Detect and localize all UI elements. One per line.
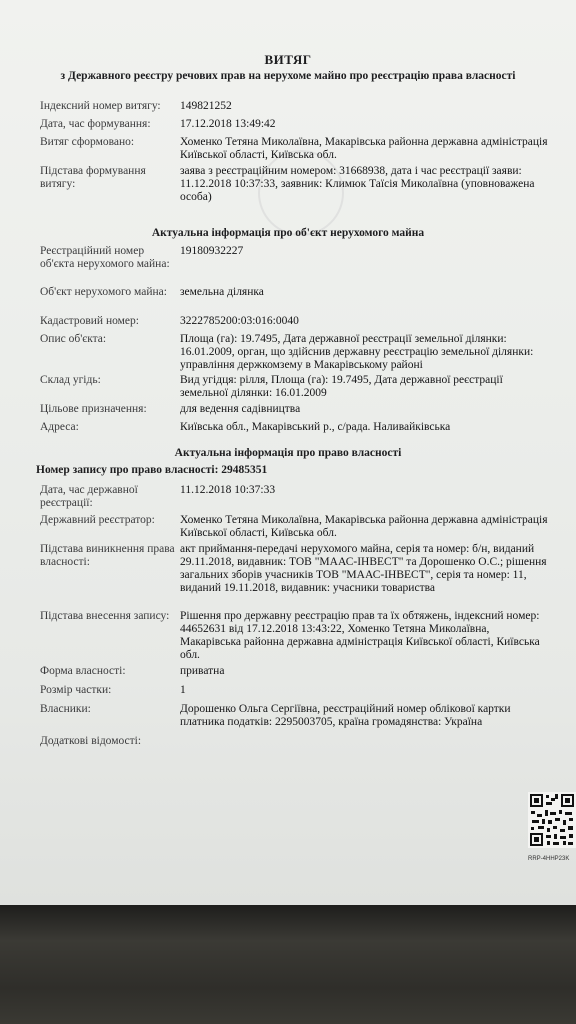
background-surface xyxy=(0,905,576,1024)
field-value: приватна xyxy=(180,665,225,677)
field-value: Дорошенко Ольга Сергіївна, реєстраційний номер облікової картки платника податків: 2295003705, країна громадянства: Україна xyxy=(180,703,511,728)
field-value: заява з реєстраційним номером: 31668938, дата і час реєстрації заяви: 11.12.2018 10:37:33, заявник: Климюк Таїсія Миколаївна (уповноважена особа) xyxy=(180,165,535,203)
field-value: Площа (га): 19.7495, Дата державної реєстрації земельної ділянки: 16.01.2009, орган, що здійснив державну реєстрацію земельної ділянки: управління держкомзему в Макарівському районі xyxy=(180,333,534,371)
field-label: Опис об'єкта: xyxy=(40,333,107,345)
field-value: Хоменко Тетяна Миколаївна, Макарівська районна державна адміністрація Київської області, Київська обл. xyxy=(180,514,548,539)
field-label: Державний реєстратор: xyxy=(40,514,155,526)
field-value: акт приймання-передачі нерухомого майна, серія та номер: б/н, виданий 29.11.2018, видавник: ТОВ "МААС-ІНВЕСТ" та Дорошенко О.С.; рішення загальних зборів учасників ТОВ "МААС-ІНВЕСТ", серія та номер: 11, виданий 19.11.2018, видавник: учасники товариства xyxy=(180,543,547,594)
field-value: для ведення садівництва xyxy=(180,403,301,415)
field-label: Підстава внесення запису: xyxy=(40,610,170,622)
field-label: Підстава виникнення права власності: xyxy=(40,543,175,568)
field-label: Дата, час державної реєстрації: xyxy=(40,484,138,509)
record-number: Номер запису про право власності: 29485351 xyxy=(36,464,268,476)
field-label: Кадастровий номер: xyxy=(40,315,139,327)
field-value: Київська обл., Макарівський р., с/рада. Наливайківська xyxy=(180,421,451,433)
field-value: Рішення про державну реєстрацію прав та їх обтяжень, індексний номер: 44652631 від 17.12.2018 13:43:22, Хоменко Тетяна Миколаївна, Макарівська районна державна адміністрація Київської області, Київська обл. xyxy=(180,610,540,661)
field-label: Індексний номер витягу: xyxy=(40,100,161,112)
document-title: ВИТЯГ xyxy=(264,52,312,67)
field-label: Підстава формування витягу: xyxy=(40,165,146,190)
field-value: 19180932227 xyxy=(180,245,244,257)
field-value: 3222785200:03:016:0040 xyxy=(180,315,299,327)
field-value: 149821252 xyxy=(180,100,232,112)
field-value: Вид угідця: рілля, Площа (га): 19.7495, Дата державної реєстрації земельної ділянки: 16.01.2009 xyxy=(180,374,503,399)
field-value: земельна ділянка xyxy=(180,286,264,298)
qr-caption: RRP-4HHP23K xyxy=(528,856,570,862)
field-value: 17.12.2018 13:49:42 xyxy=(180,118,276,130)
field-label: Розмір частки: xyxy=(40,684,112,696)
field-label: Власники: xyxy=(40,703,91,715)
object-section-title: Актуальна інформація про об'єкт нерухомого майна xyxy=(151,227,425,239)
field-label: Форма власності: xyxy=(40,665,126,677)
field-value: 11.12.2018 10:37:33 xyxy=(180,484,276,496)
field-label: Об'єкт нерухомого майна: xyxy=(40,286,167,298)
field-label: Адреса: xyxy=(40,421,79,433)
field-value: Хоменко Тетяна Миколаївна, Макарівська районна державна адміністрація Київської області, Київська обл. xyxy=(180,136,548,161)
field-value: 1 xyxy=(180,684,186,696)
qr-code-icon xyxy=(528,792,576,848)
field-label: Дата, час формування: xyxy=(40,118,151,130)
document-subtitle: з Державного реєстру речових прав на нерухоме майно про реєстрацію права власності xyxy=(60,70,516,82)
ownership-section-title: Актуальна інформація про право власності xyxy=(174,447,402,459)
field-label: Склад угідь: xyxy=(40,374,101,386)
field-label: Додаткові відомості: xyxy=(40,735,142,747)
field-label: Цільове призначення: xyxy=(40,403,147,415)
field-label: Реєстраційний номер об'єкта нерухомого майна: xyxy=(40,245,170,270)
field-label: Витяг сформовано: xyxy=(40,136,135,148)
